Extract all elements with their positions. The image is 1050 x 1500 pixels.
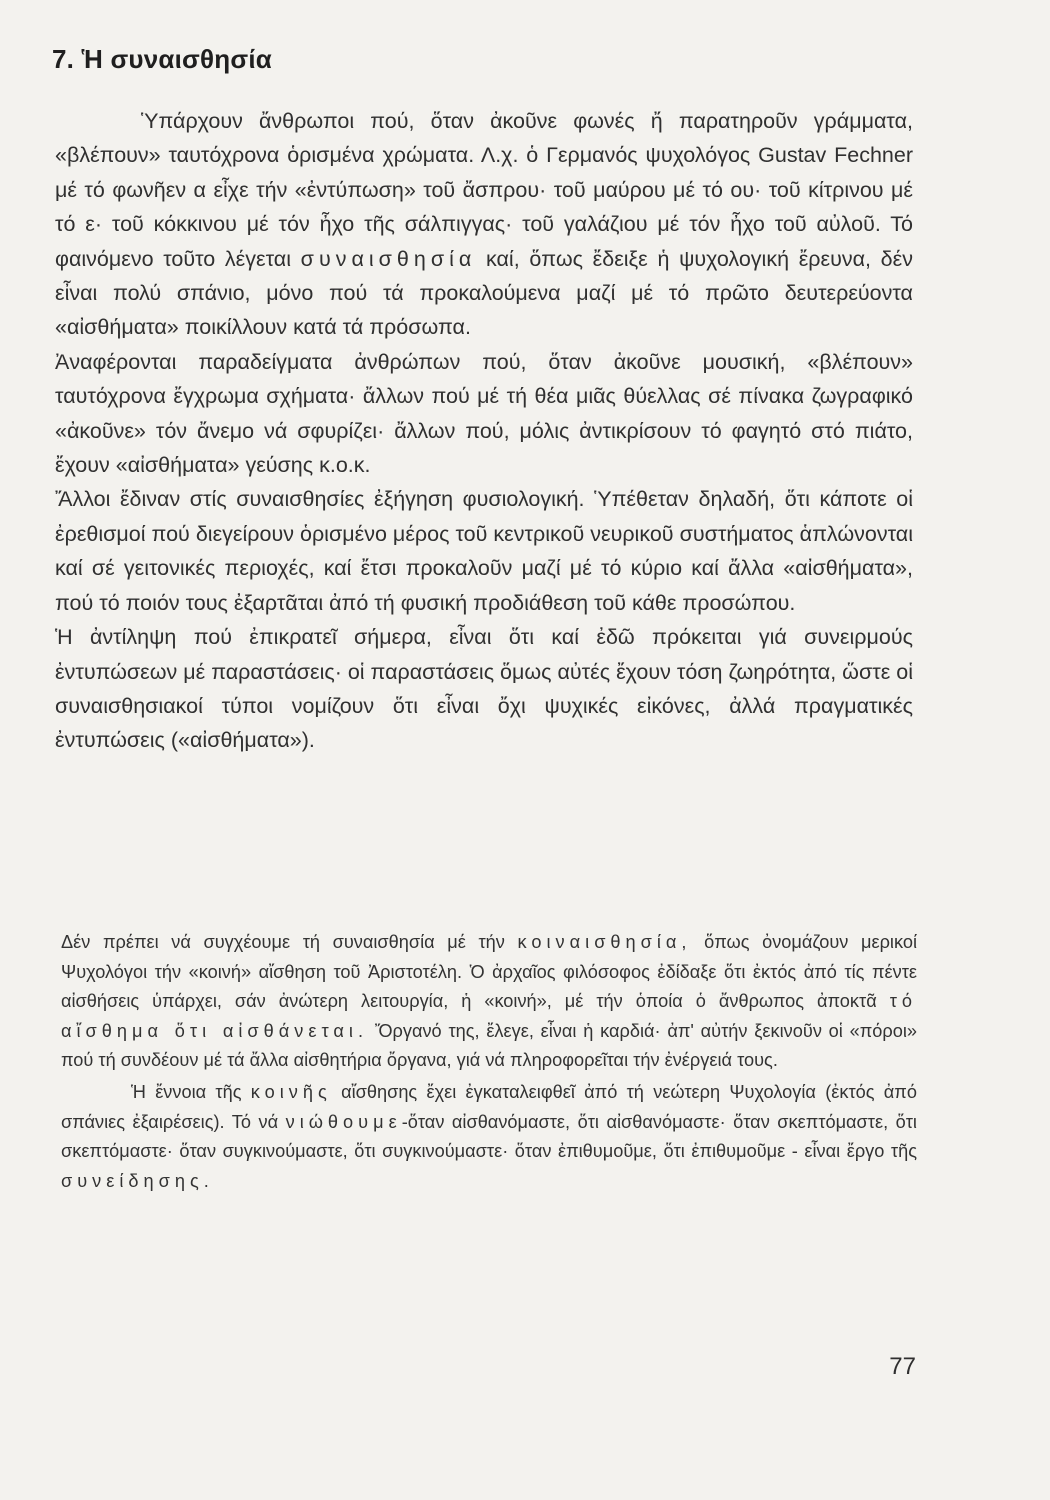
section-title: 7. Ἡ συναισθησία (52, 44, 272, 74)
note-text: Δέν πρέπει νά συγχέουμε τή συναισθησία μέ τήν (61, 932, 505, 952)
emphasized-term: συνείδησης. (61, 1170, 214, 1191)
note-text: Ἡ ἔννοια τῆς (131, 1081, 242, 1102)
body-paragraph: Ἡ ἀντίληψη πού ἐπικρατεῖ σήμερα, εἶναι ὅτι καί ἐδῶ πρόκειται γιά συνειρμούς ἐντυπώσεων μέ παραστάσεις· οἱ παραστάσεις ὅμως αὐτές ἔχουν τόση ζωηρότητα, ὥστε οἱ συναισθησιακοί τύποι νομίζουν ὅτι εἶναι ὄχι ψυχικές εἰκόνες, ἀλλά πραγματικές ἐντυπώσεις («αἰσθήματα»). (55, 625, 913, 753)
note-text: ὅπως ὀνομάζουν μερικοί Ψυχολόγοι τήν «κοινή» αἴσθηση τοῦ Ἀριστοτέλη. Ὁ ἀρχαῖος φιλόσοφος ἐδίδαξε ὅτι ἐκτός ἀπό τίς πέντε αἰσθήσεις ὑπάρχει, σάν ἀνώτερη λειτουργία, ἡ «κοινή», μέ τήν ὁποία ὁ ἄνθρωπος ἀποκτᾶ (61, 932, 917, 1012)
page-number: 77 (889, 1353, 916, 1380)
body-paragraph: Ἀναφέρονται παραδείγματα ἀνθρώπων πού, ὅταν ἀκοῦνε μουσική, «βλέπουν» ταυτόχρονα ἔγχρωμα σχήματα· ἄλλων πού μέ τή θέα μιᾶς θύελλας σέ πίνακα ζωγραφικό «ἀκοῦνε» τόν ἄνεμο νά σφυρίζει· ἄλλων πού, μόλις ἀντικρίσουν τό φαγητό στό πιάτο, ἔχουν «αἰσθήματα» γεύσης κ.ο.κ. (55, 349, 913, 478)
note-paragraph (61, 928, 917, 1076)
footnote (61, 928, 917, 1196)
note-text: -ὅταν αἰσθανόμαστε, ὅτι αἰσθανόμαστε· ὅταν σκεπτόμαστε, ὅτι σκεπτόμαστε· ὅταν συγκινούμαστε, ὅτι συγκινούμαστε· ὅταν ἐπιθυμοῦμε, ὅτι ἐπιθυμοῦμε - εἶναι ἔργο τῆς (61, 1111, 917, 1162)
paragraph-text: καί, ὅπως ἔδειξε ἡ ψυχολογική ἔρευνα, δέν εἶναι πολύ σπάνιο, μόνο πού τά προκαλούμενα μαζί μέ τό πρῶτο δευτερεύοντα «αἰσθήματα» ποικίλλουν κατά τά πρόσωπα. (55, 246, 913, 340)
emphasized-term: συναισθησία (300, 246, 477, 271)
emphasized-term: κοιναισθησία, (517, 932, 692, 952)
main-text (55, 104, 913, 758)
emphasized-term: νιώθουμε (285, 1111, 402, 1132)
note-text: Ὄργανό της, ἔλεγε, εἶναι ἡ καρδιά· ἀπ' αὐτήν ξεκινοῦν οἱ «πόροι» πού τή συνδέουν μέ τά ἄλλα αἰσθητήρια ὄργανα, γιά νά πληροφορεῖται τήν ἐνέργειά τους. (61, 1020, 917, 1071)
note-paragraph (61, 1078, 917, 1196)
note-text: αἴσθησης ἔχει ἐγκαταλειφθεῖ ἀπό τή νεώτερη Ψυχολογία (ἐκτός ἀπό σπάνιες ἐξαιρέσεις). Τό νά (61, 1081, 917, 1132)
emphasized-term: κοινῆς (250, 1081, 332, 1102)
paragraph-text: Ὑπάρχουν ἄνθρωποι πού, ὅταν ἀκοῦνε φωνές ἤ παρατηροῦν γράμματα, «βλέπουν» ταυτόχρονα ὁρισμένα χρώματα. Λ.χ. ὁ Γερμανός ψυχολόγος Gustav Fechner μέ τό φωνῆεν α εἶχε τήν «ἐντύπωση» τοῦ ἄσπρου· τοῦ μαύρου μέ τό ου· τοῦ κίτρινου μέ τό ε· τοῦ κόκκινου μέ τόν ἦχο τῆς σάλπιγγας· τοῦ γαλάζιου μέ τόν ἦχο τοῦ αὐλοῦ. Τό φαινόμενο τοῦτο λέγεται (55, 109, 913, 271)
emphasized-term: τό αἴσθημα ὅτι αἰσθάνεται. (61, 991, 917, 1041)
body-paragraph: Ἄλλοι ἔδιναν στίς συναισθησίες ἐξήγηση φυσιολογική. Ὑπέθεταν δηλαδή, ὅτι κάποτε οἱ ἐρεθισμοί πού διεγείρουν ὁρισμένο μέρος τοῦ κεντρικοῦ νευρικοῦ συστήματος ἁπλώνονται καί σέ γειτονικές περιοχές, καί ἔτσι προκαλοῦν μαζί μέ τό κύριο καί ἄλλα «αἰσθήματα», πού τό ποιόν τους ἐξαρτᾶται ἀπό τή φυσική προδιάθεση τοῦ κάθε προσώπου. (55, 487, 913, 615)
body-paragraph (55, 104, 913, 345)
